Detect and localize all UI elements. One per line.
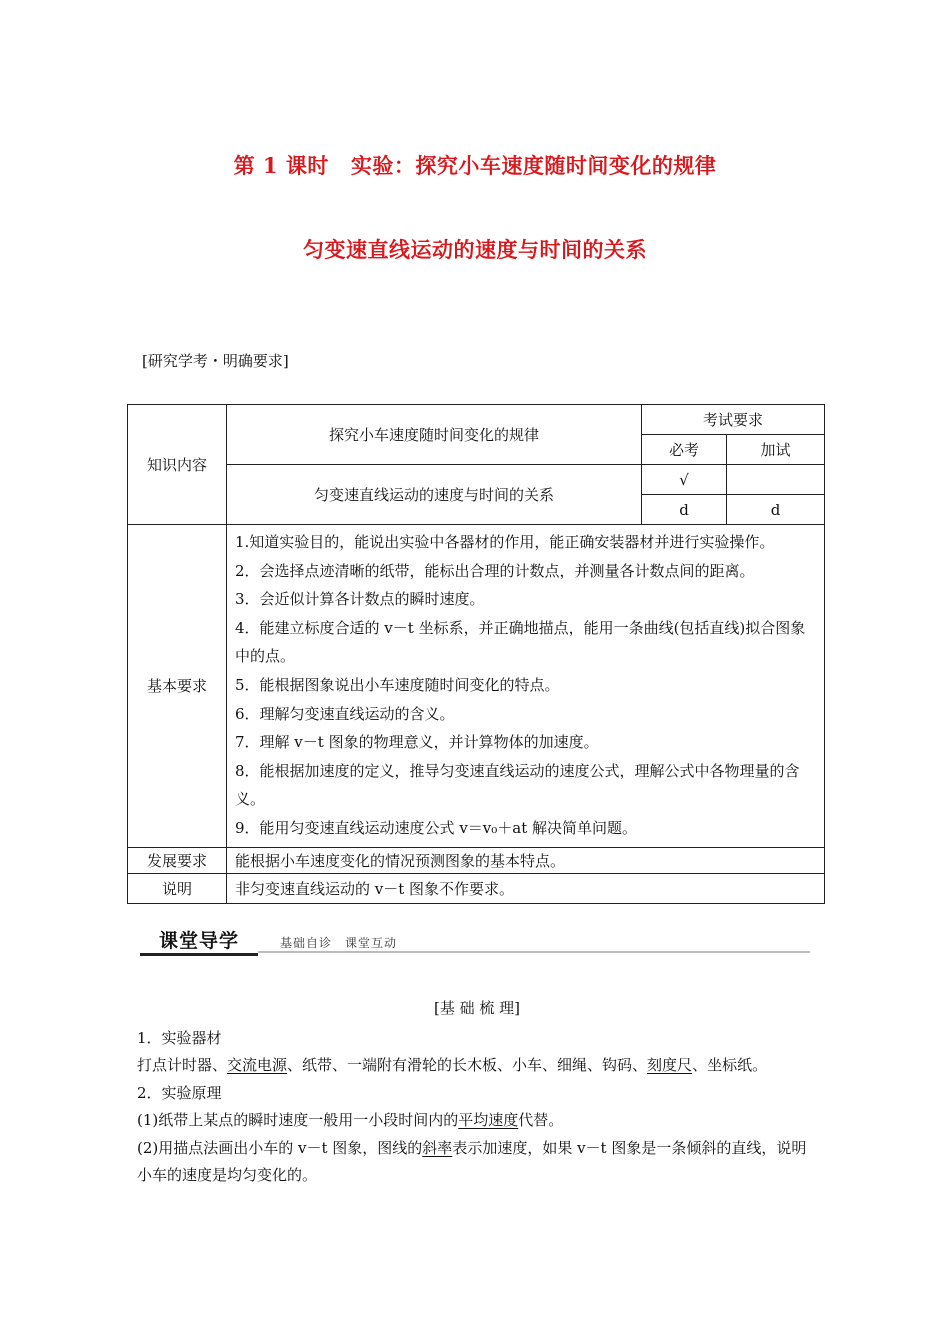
banner-line bbox=[258, 951, 810, 953]
exam-header: 考试要求 bbox=[642, 405, 825, 435]
basic-item: 8．能根据加速度的定义，推导匀变速直线运动的速度公式，理解公式中各物理量的含义。 bbox=[235, 761, 800, 809]
develop-text: 能根据小车速度变化的情况预测图象的基本特点。 bbox=[227, 847, 825, 873]
basic-item: 7．理解 v－t 图象的物理意义，并计算物体的加速度。 bbox=[235, 733, 599, 752]
banner-subtitle: 基础自诊 课堂互动 bbox=[280, 936, 398, 950]
knowledge-header: 知识内容 bbox=[128, 405, 227, 525]
content-section-title: [基 础 梳 理] bbox=[433, 999, 520, 1017]
paragraph-principle-2: (2)用描点法画出小车的 v－t 图象，图线的斜率表示加速度，如果 v－t 图象是一条倾斜的直线，说明小车的速度是均匀变化的。 bbox=[137, 1138, 807, 1184]
knowledge-item-1: 探究小车速度随时间变化的规律 bbox=[227, 405, 642, 465]
lesson-topic: 实验：探究小车速度随时间变化的规律 bbox=[350, 153, 717, 178]
basic-item: 9．能用匀变速直线运动速度公式 v＝v₀＋at 解决简单问题。 bbox=[235, 818, 638, 837]
paragraph-equipment: 打点计时器、交流电源、纸带、一端附有滑轮的长木板、小车、细绳、钩码、刻度尺、坐标纸。 bbox=[137, 1056, 768, 1074]
basic-item: 6．理解匀变速直线运动的含义。 bbox=[235, 704, 455, 723]
required-value-2: d bbox=[642, 495, 727, 525]
basic-header: 基本要求 bbox=[128, 525, 227, 848]
content-body bbox=[137, 995, 817, 1190]
extra-value-2: d bbox=[727, 495, 825, 525]
basic-item: 3．会近似计算各计数点的瞬时速度。 bbox=[235, 590, 485, 609]
note-text: 非匀变速直线运动的 v－t 图象不作要求。 bbox=[227, 873, 825, 903]
class-guide-banner bbox=[140, 928, 810, 956]
lesson-number: 第 1 课时 bbox=[233, 153, 329, 178]
basic-item: 4．能建立标度合适的 v－t 坐标系，并正确地描点，能用一条曲线(包括直线)拟合图象中的点。 bbox=[235, 618, 806, 666]
underlined-term: 刻度尺 bbox=[647, 1056, 693, 1074]
basic-item: 2．会选择点迹清晰的纸带，能标出合理的计数点，并测量各计数点间的距离。 bbox=[235, 561, 755, 580]
lesson-title bbox=[0, 150, 950, 180]
basic-item: 5．能根据图象说出小车速度随时间变化的特点。 bbox=[235, 675, 560, 694]
heading-equipment: 1．实验器材 bbox=[137, 1028, 222, 1047]
heading-principle: 2．实验原理 bbox=[137, 1083, 222, 1102]
develop-header: 发展要求 bbox=[128, 847, 227, 873]
extra-value-1 bbox=[727, 465, 825, 495]
banner-tab: 课堂导学 bbox=[140, 928, 258, 956]
basic-requirements-list bbox=[227, 525, 825, 848]
section-label: [研究学考・明确要求] bbox=[142, 352, 289, 370]
underlined-term: 交流电源 bbox=[227, 1056, 288, 1074]
knowledge-item-2: 匀变速直线运动的速度与时间的关系 bbox=[227, 465, 642, 525]
basic-item: 1.知道实验目的，能说出实验中各器材的作用，能正确安装器材并进行实验操作。 bbox=[235, 533, 775, 551]
extra-header: 加试 bbox=[727, 435, 825, 465]
underlined-term: 平均速度 bbox=[458, 1111, 519, 1129]
required-value-1: √ bbox=[642, 465, 727, 495]
paragraph-principle-1: (1)纸带上某点的瞬时速度一般用一小段时间内的平均速度代替。 bbox=[137, 1111, 564, 1129]
lesson-subtitle: 匀变速直线运动的速度与时间的关系 bbox=[303, 237, 647, 262]
requirements-table bbox=[127, 404, 825, 904]
required-header: 必考 bbox=[642, 435, 727, 465]
note-header: 说明 bbox=[128, 873, 227, 903]
underlined-term: 斜率 bbox=[422, 1138, 453, 1157]
